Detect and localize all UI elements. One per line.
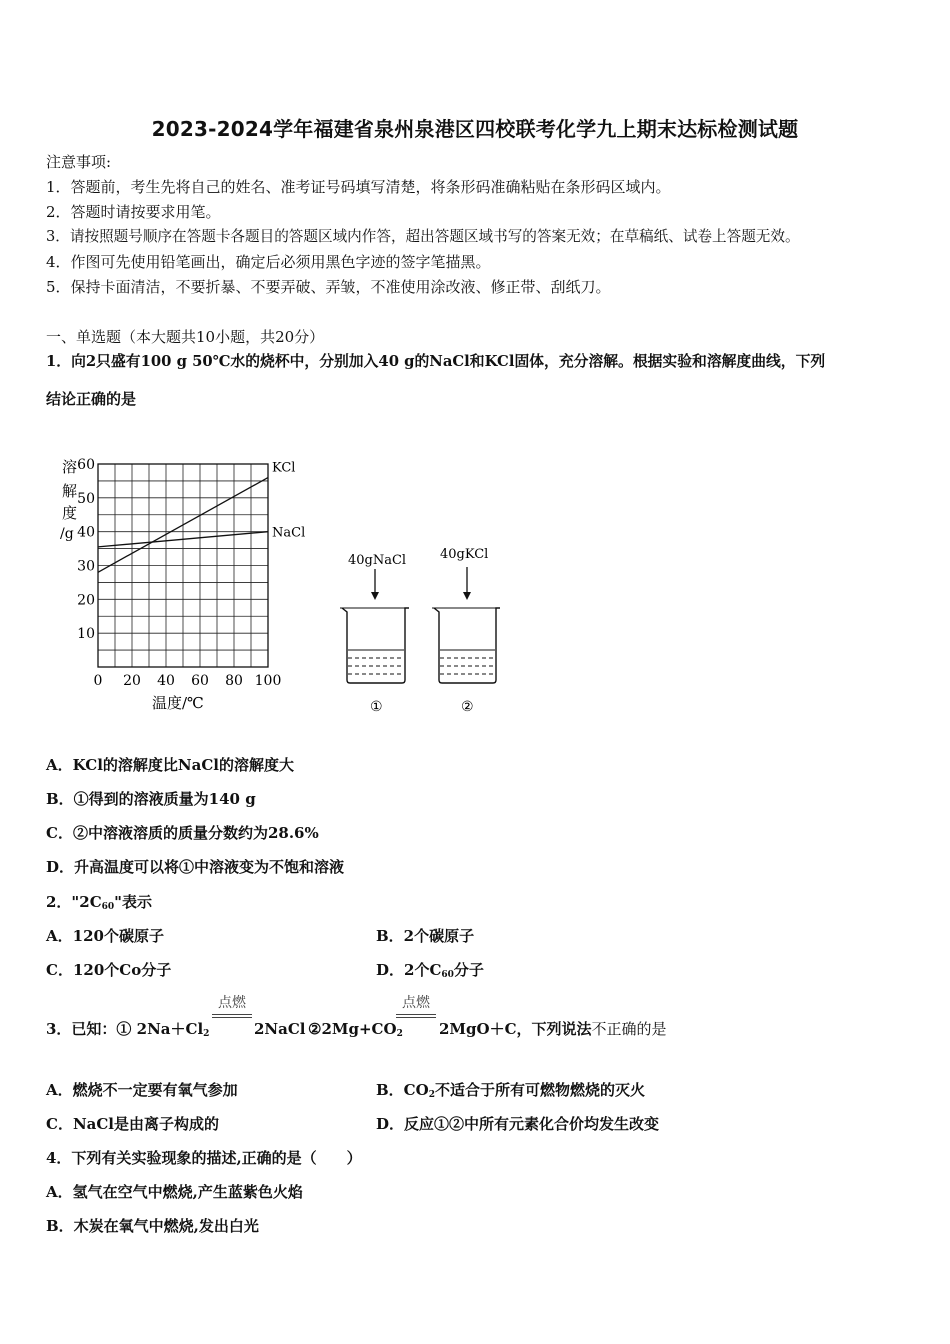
q1-stem-line1: 1．向2只盛有100 g 50℃水的烧杯中，分别加入40 g的NaCl和KCl固体，充分溶解。根据实验和溶解度曲线，下列 (46, 353, 826, 370)
notice-item-5: 5．保持卡面清洁，不要折暴、不要弄破、弄皱，不准使用涂改液、修正带、刮纸刀。 (46, 278, 611, 296)
x-tick-label: 20 (123, 673, 141, 689)
beaker-1-caption: ① (370, 699, 383, 715)
q2-option-c[interactable]: C．120个Co分子 (46, 961, 172, 979)
notice-item-3: 3．请按照题号顺序在答题卡各题目的答题区域内作答，超出答题区域书写的答案无效；在草稿纸、试卷上答题无效。 (46, 228, 800, 245)
x-tick-label: 60 (191, 673, 209, 689)
series-nacl-label: NaCl (272, 525, 306, 541)
y-tick-label: 20 (77, 592, 95, 609)
solubility-chart (48, 452, 328, 722)
y-tick-label: 50 (77, 490, 95, 507)
x-tick-label: 40 (157, 673, 175, 689)
chart-series (98, 461, 305, 573)
y-axis-label-3: 度 (62, 504, 78, 522)
y-tick-label: 40 (77, 524, 95, 541)
notice-item-1: 1．答题前，考生先将自己的姓名、准考证号码填写清楚，将条形码准确粘贴在条形码区域内。 (46, 178, 671, 196)
notice-heading: 注意事项: (46, 153, 112, 171)
beaker-1 (340, 553, 409, 715)
q3-condition-arrow-2: 点燃 (396, 992, 436, 1018)
q3-option-b[interactable]: B．$CO_2$不适合于所有可燃物燃烧的灭火 (376, 1081, 645, 1100)
notice-item-4: 4．作图可先使用铅笔画出，确定后必须用黑色字迹的签字笔描黑。 (46, 253, 491, 271)
q3-stem-part1: 3．已知：① $2Na+Cl_2$ (46, 1020, 210, 1039)
y-axis-label-2: 解 (62, 482, 78, 500)
beaker-2-caption: ② (461, 699, 474, 715)
q1-option-c[interactable]: C．②中溶液溶质的质量分数约为28.6% (46, 824, 319, 842)
y-axis-label-4: /g (60, 526, 74, 542)
q2-stem: 2．"$2C_{60}$"表示 (46, 893, 152, 912)
q2-option-a[interactable]: A．120个碳原子 (46, 927, 164, 945)
x-axis-label: 温度/℃ (152, 694, 204, 712)
section-heading: 一、单选题（本大题共10小题，共20分） (46, 328, 325, 346)
x-tick-label: 100 (254, 673, 282, 689)
y-tick-label: 30 (77, 558, 95, 575)
q3-product-2: 2MgO＋C，下列说法不正确的是 (439, 1020, 667, 1038)
notice-item-2: 2．答题时请按要求用笔。 (46, 203, 221, 221)
q1-option-d[interactable]: D．升高温度可以将①中溶液变为不饱和溶液 (46, 858, 345, 876)
q3-option-d[interactable]: D．反应①②中所有元素化合价均发生改变 (376, 1115, 660, 1133)
q2-option-d[interactable]: D．2个$C_{60}$分子 (376, 961, 484, 980)
beaker-2-label: 40gKCl (440, 547, 489, 562)
x-tick-label: 80 (225, 673, 243, 689)
q4-option-a[interactable]: A．氢气在空气中燃烧,产生蓝紫色火焰 (46, 1183, 303, 1201)
q3-condition-arrow-1: 点燃 (212, 992, 252, 1018)
q3-option-c[interactable]: C．NaCl是由离子构成的 (46, 1115, 220, 1133)
y-tick-label: 60 (77, 457, 95, 473)
beaker-1-label: 40gNaCl (348, 553, 407, 568)
x-tick-label: 0 (93, 673, 103, 689)
q2-option-b[interactable]: B．2个碳原子 (376, 927, 475, 945)
q3-product-1: 2NaCl (254, 1020, 306, 1038)
beaker-2 (432, 547, 500, 715)
q4-stem: 4．下列有关实验现象的描述,正确的是（ ） (46, 1149, 362, 1167)
y-tick-label: 10 (77, 626, 95, 643)
q4-option-b[interactable]: B．木炭在氧气中燃烧,发出白光 (46, 1217, 259, 1235)
q1-stem-line2: 结论正确的是 (46, 390, 137, 408)
q3-option-a[interactable]: A．燃烧不一定要有氧气参加 (46, 1081, 238, 1099)
y-axis-label-1: 溶 (62, 458, 78, 476)
series-kcl-label: KCl (272, 460, 296, 476)
q3-reaction-2: $②2Mg+CO_2$ (308, 1020, 403, 1039)
page-title: 2023-2024学年福建省泉州泉港区四校联考化学九上期末达标检测试题 (151, 117, 799, 141)
q1-option-b[interactable]: B．①得到的溶液质量为140 g (46, 790, 256, 808)
chart-grid (98, 464, 268, 667)
q1-option-a[interactable]: A．KCl的溶解度比NaCl的溶解度大 (46, 756, 294, 774)
beaker-diagram (330, 540, 520, 720)
